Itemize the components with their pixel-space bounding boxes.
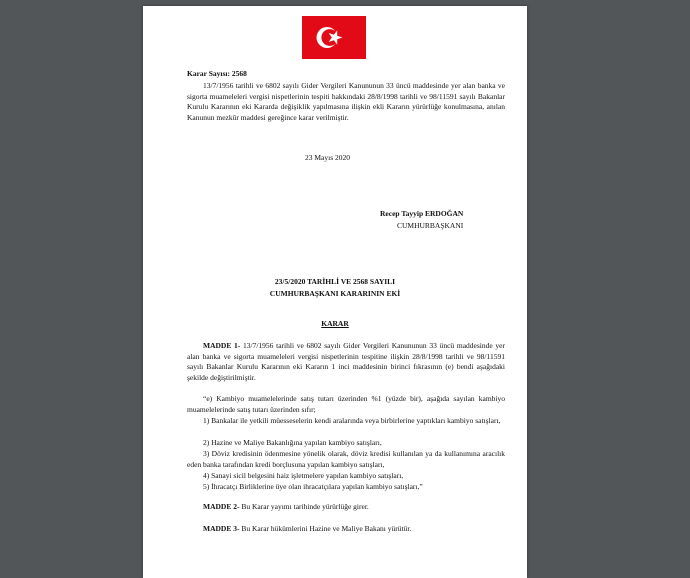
madde-2-text: Bu Karar yayımı tarihinde yürürlüğe girer. — [241, 502, 369, 511]
document-page — [143, 6, 527, 578]
list-item: 2) Hazine ve Maliye Bakanlığına yapılan kambiyo satışları, — [203, 438, 382, 447]
madde-1-label: MADDE 1- — [203, 341, 241, 350]
quote-intro: “e) Kambiyo muamelelerinde satış tutarı üzerinden %1 (yüzde bir), aşağıda sayılan kambiyo muamelelerinde satış tutarı üzerinden sıfır; — [187, 394, 505, 414]
madde-1-text: 13/7/1956 tarihli ve 6802 sayılı Gider Vergileri Kanununun 33 üncü maddesinde yer alan banka ve sigorta muameleleri vergisi nispetlerinin tespitine ilişkin 28/8/1998 tarihli ve 98/11591 sayılı Bakanlar Kurulu Kararının eki Kararın 1 inci maddesinin birinci fıkrasının (e) bendi aşağıdaki şekilde değiştirilmiştir. — [187, 341, 506, 382]
madde-2-paragraph — [187, 502, 369, 513]
decree-intro-paragraph: 13/7/1956 tarihli ve 6802 sayılı Gider Vergileri Kanununun 33 üncü maddesinde yer alan banka ve sigorta muameleleri vergisi nispetlerinin tespiti hakkındaki 28/8/1998 tarihli ve 98/11591 sayılı Bakanlar Kurulu Kararının eki Kararda değişiklik yapılmasına ilişkin ekli Kararın yürürlüğe konulmasına, anılan Kanunun mezkûr maddesi gereğince karar verilmiştir. — [187, 81, 505, 122]
list-item: 3) Döviz kredisinin ödenmesine yönelik olarak, döviz kredisi kullanılan ya da kullanımına aracılık eden banka tarafından kredi borçlusuna yapılan kambiyo satışları, — [187, 449, 505, 469]
signer-name: Recep Tayyip ERDOĞAN — [380, 209, 464, 218]
annex-title-line2: CUMHURBAŞKANI KARARININ EKİ — [269, 289, 401, 298]
karar-heading: KARAR — [321, 319, 349, 328]
list-item: 5) İhracatçı Birliklerine üye olan ihracatçılara yapılan kambiyo satışları,” — [203, 482, 423, 491]
decree-date: 23 Mayıs 2020 — [305, 153, 350, 162]
madde-2-label: MADDE 2- — [203, 502, 240, 511]
madde-3-text: Bu Karar hükümlerini Hazine ve Maliye Bakanı yürütür. — [241, 524, 412, 533]
madde-1-paragraph — [187, 341, 505, 383]
turkish-flag-icon — [302, 16, 366, 59]
decree-number: Karar Sayısı: 2568 — [187, 69, 247, 78]
annex-title-line1: 23/5/2020 TARİHLİ VE 2568 SAYILI — [274, 277, 396, 286]
list-item: 4) Sanayi sicil belgesini haiz işletmelere yapılan kambiyo satışları, — [203, 471, 404, 480]
signer-title: CUMHURBAŞKANI — [397, 221, 464, 230]
list-item: 1) Bankalar ile yetkili müesseselerin kendi aralarında veya birbirlerine yaptıkları kambiyo satışları, — [203, 416, 501, 425]
madde-3-paragraph — [187, 524, 411, 535]
madde-3-label: MADDE 3- — [203, 524, 240, 533]
